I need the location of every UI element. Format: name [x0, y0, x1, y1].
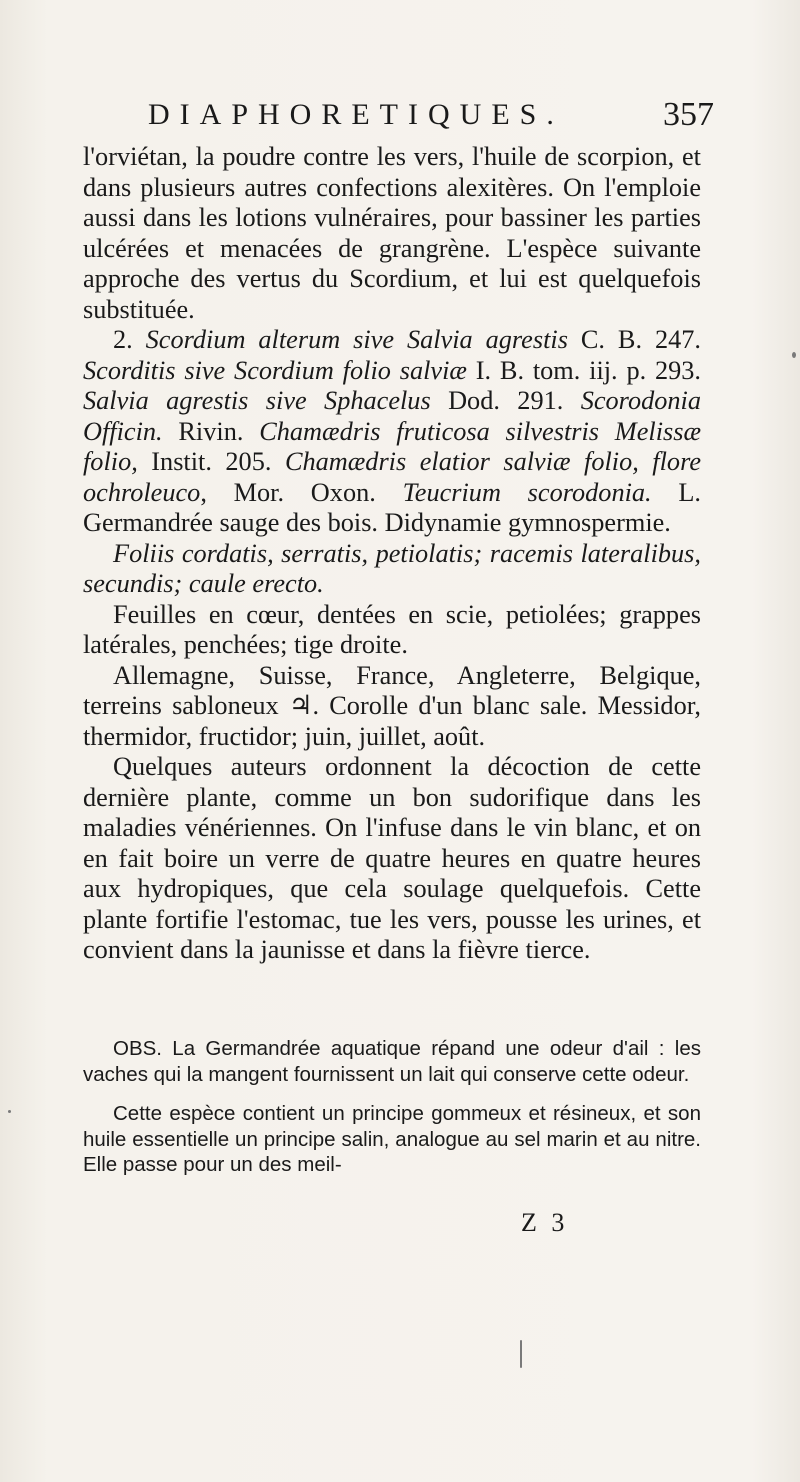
paper-speck: [520, 1340, 522, 1368]
latin-synonym: Scorodonia Officin.: [83, 386, 701, 446]
paper-speck: [8, 1110, 11, 1113]
obs-paragraph-1: OBS. La Germandrée aquatique répand une odeur d'ail : les vaches qui la mangent fournissent un lait qui conserve cette odeur.: [83, 1037, 701, 1086]
latin-synonym: Teucrium scorodonia.: [402, 477, 652, 507]
signature-mark: Z 3: [521, 1208, 569, 1237]
latin-synonym: Chamædris elatior salviæ folio, flore ochroleuco: [83, 447, 701, 507]
citation-text: Dod. 291.: [430, 386, 581, 415]
obs-paragraph-2: Cette espèce contient un principe gommeux et résineux, et son huile essentielle un principe salin, analogue au sel marin et au nitre. Elle passe pour un des meil-: [83, 1102, 701, 1176]
latin-synonym: Scorditis sive Scordium folio salviæ: [83, 355, 467, 385]
page-number: 357: [663, 96, 714, 133]
paragraph-3-latin-diagnosis: Foliis cordatis, serratis, petiolatis; racemis lateralibus, secundis; caule erecto.: [83, 538, 701, 598]
citation-text: I. B. tom. iij. p. 293.: [466, 355, 702, 385]
main-text: [83, 142, 701, 966]
running-head: DIAPHORETIQUES.: [148, 98, 564, 131]
latin-synonym: Salvia agrestis sive Sphacelus: [83, 386, 431, 415]
citation-text: C. B. 247.: [567, 325, 701, 354]
paragraph-5-habitat: Allemagne, Suisse, France, Angleterre, Belgique, terreins sabloneux ♃. Corolle d'un blanc sale. Messidor, thermidor, fructidor; juin, juillet, août.: [83, 660, 701, 751]
paragraph-6-uses: Quelques auteurs ordonnent la décoction de cette dernière plante, comme un bon sudorifique dans les maladies vénériennes. On l'infuse dans le vin blanc, et on en fait boire un verre de quatre heures en quatre heures aux hydropiques, que cela soulage quelquefois. Cette plante fortifie l'estomac, tue les vers, pousse les urines, et convient dans la jaunisse et dans la fièvre tierce.: [83, 752, 701, 964]
paragraph-2: [83, 325, 701, 539]
paper-speck: [792, 352, 796, 358]
latin-synonym: Chamædris fruticosa silvestris Melissæ folio,: [83, 416, 702, 476]
observation-note: [83, 1036, 701, 1192]
citation-text: , Mor. Oxon.: [200, 477, 403, 507]
page-header: [88, 96, 714, 142]
citation-text: Rivin.: [162, 416, 260, 446]
citation-text: L. Germandrée sauge des bois. Didynamie gymnospermie.: [83, 477, 702, 537]
citation-text: 2.: [113, 325, 146, 354]
citation-text: Instit. 205.: [137, 447, 285, 476]
paragraph-4-french-diagnosis: Feuilles en cœur, dentées en scie, petiolées; grappes latérales, penchées; tige droite.: [83, 599, 701, 659]
latin-synonym: Scordium alterum sive Salvia agrestis: [145, 325, 568, 354]
paragraph-1: l'orviétan, la poudre contre les vers, l'huile de scorpion, et dans plusieurs autres confections alexitères. On l'emploie aussi dans les lotions vulnéraires, pour bassiner les parties ulcérées et menacées de grangrène. L'espèce suivante approche des vertus du Scordium, et lui est quelquefois substituée.: [83, 142, 701, 324]
